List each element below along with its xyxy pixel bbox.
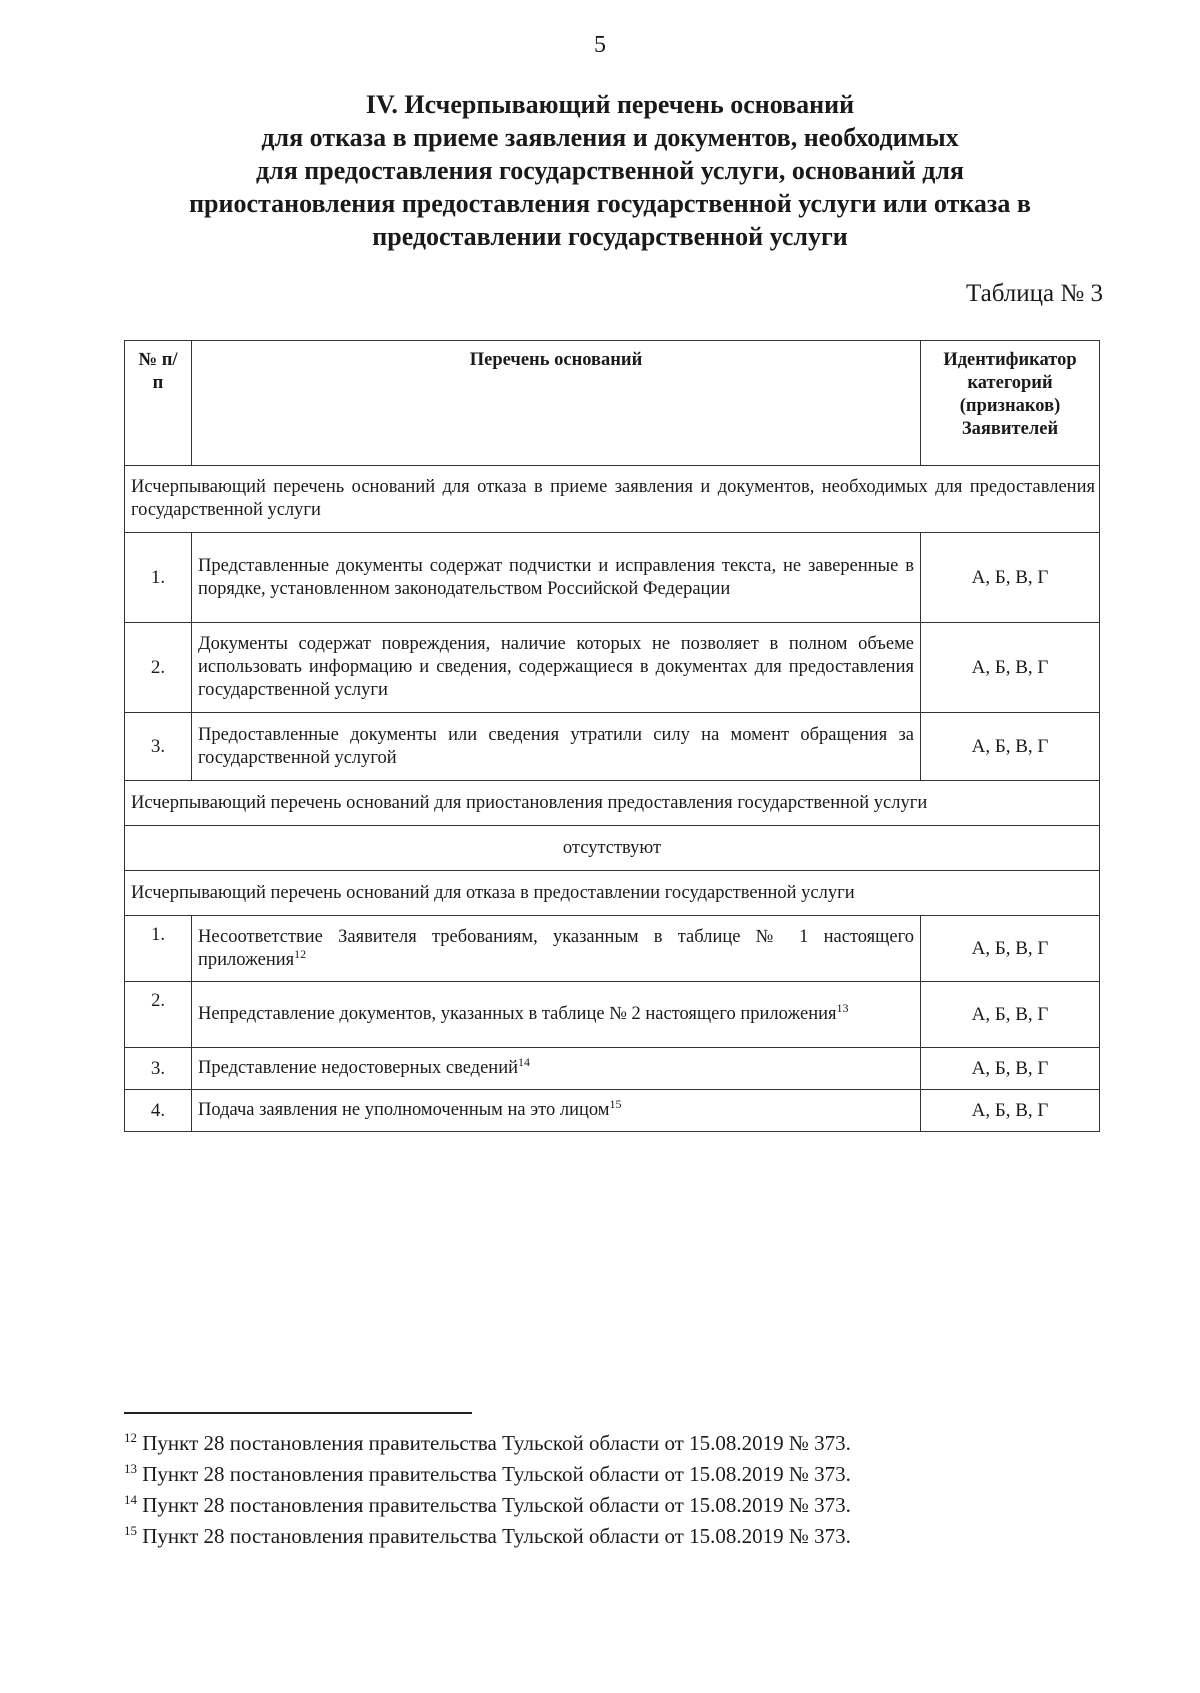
row-text xyxy=(192,1090,921,1132)
section-title-cell: Исчерпывающий перечень оснований для приостановления предоставления государственной услуги xyxy=(125,781,1100,826)
row-num: 2. xyxy=(125,982,192,1048)
row-identifier: А, Б, В, Г xyxy=(921,1090,1100,1132)
footnote-mark: 12 xyxy=(124,1430,137,1445)
footnote-ref: 13 xyxy=(836,1000,849,1015)
section-title-line: IV. Исчерпывающий перечень оснований xyxy=(365,90,855,119)
row-identifier: А, Б, В, Г xyxy=(921,623,1100,713)
header-reasons: Перечень оснований xyxy=(192,341,921,466)
section-title-line: для предоставления государственной услуги, оснований для xyxy=(255,156,965,185)
table-row xyxy=(125,916,1100,982)
footnote xyxy=(124,1521,851,1552)
section-title-line: предоставлении государственной услуги xyxy=(372,222,848,251)
section-row xyxy=(125,466,1100,533)
footnote xyxy=(124,1490,851,1521)
row-identifier: А, Б, В, Г xyxy=(921,1048,1100,1090)
row-text xyxy=(192,982,921,1048)
footnote-text: Пункт 28 постановления правительства Тульской области от 15.08.2019 № 373. xyxy=(142,1462,851,1486)
row-text-body: Непредставление документов, указанных в таблице № 2 настоящего приложения xyxy=(198,1004,837,1024)
row-identifier: А, Б, В, Г xyxy=(921,916,1100,982)
row-text-body: Несоответствие Заявителя требованиям, указанным в таблице № 1 настоящего приложения xyxy=(198,926,914,970)
section-note-row xyxy=(125,826,1100,871)
row-identifier: А, Б, В, Г xyxy=(921,713,1100,781)
footnote-ref: 12 xyxy=(294,946,307,961)
table-row xyxy=(125,533,1100,623)
footnote-text: Пункт 28 постановления правительства Тульской области от 15.08.2019 № 373. xyxy=(142,1493,851,1517)
row-num: 1. xyxy=(125,533,192,623)
section-row xyxy=(125,781,1100,826)
section-note-cell: отсутствуют xyxy=(125,826,1100,871)
section-title-line: приостановления предоставления государственной услуги или отказа в xyxy=(189,189,1031,218)
grounds-table xyxy=(124,340,1100,1132)
section-title-cell: Исчерпывающий перечень оснований для отказа в приеме заявления и документов, необходимых для предоставления государственной услуги xyxy=(125,466,1100,533)
section-title-cell: Исчерпывающий перечень оснований для отказа в предоставлении государственной услуги xyxy=(125,871,1100,916)
table-row xyxy=(125,1048,1100,1090)
footnote-text: Пункт 28 постановления правительства Тульской области от 15.08.2019 № 373. xyxy=(142,1431,851,1455)
footnote-text: Пункт 28 постановления правительства Тульской области от 15.08.2019 № 373. xyxy=(142,1524,851,1548)
footnote xyxy=(124,1459,851,1490)
section-row xyxy=(125,871,1100,916)
table-row xyxy=(125,713,1100,781)
row-identifier: А, Б, В, Г xyxy=(921,982,1100,1048)
row-text xyxy=(192,916,921,982)
footnote-mark: 14 xyxy=(124,1492,137,1507)
table-row xyxy=(125,623,1100,713)
row-num: 2. xyxy=(125,623,192,713)
row-text: Предоставленные документы или сведения утратили силу на момент обращения за государственной услугой xyxy=(192,713,921,781)
header-identifier xyxy=(921,341,1100,466)
header-identifier-label: Идентификатор категорий (признаков) Заявителей xyxy=(943,350,1077,439)
footnote-ref: 15 xyxy=(609,1096,622,1111)
row-identifier: А, Б, В, Г xyxy=(921,533,1100,623)
table-header-row xyxy=(125,341,1100,466)
section-title xyxy=(120,88,1100,253)
footnote-divider xyxy=(124,1412,472,1414)
section-title-line: для отказа в приеме заявления и документов, необходимых xyxy=(261,123,959,152)
row-num: 3. xyxy=(125,713,192,781)
row-text: Представленные документы содержат подчистки и исправления текста, не заверенные в порядке, установленном законодательством Российской Федерации xyxy=(192,533,921,623)
footnote-mark: 15 xyxy=(124,1523,137,1538)
row-num: 3. xyxy=(125,1048,192,1090)
footnotes xyxy=(124,1428,851,1552)
row-num: 4. xyxy=(125,1090,192,1132)
row-num: 1. xyxy=(125,916,192,982)
row-text-body: Подача заявления не уполномоченным на это лицом xyxy=(198,1100,610,1120)
table-row xyxy=(125,1090,1100,1132)
table-row xyxy=(125,982,1100,1048)
header-num-label: № п/п xyxy=(138,350,178,393)
table-label: Таблица № 3 xyxy=(965,280,1103,307)
page-number: 5 xyxy=(594,32,606,58)
footnote-ref: 14 xyxy=(518,1054,531,1069)
footnote-mark: 13 xyxy=(124,1461,137,1476)
footnote xyxy=(124,1428,851,1459)
row-text-body: Представление недостоверных сведений xyxy=(198,1058,519,1078)
header-num xyxy=(125,341,192,466)
row-text xyxy=(192,1048,921,1090)
row-text: Документы содержат повреждения, наличие которых не позволяет в полном объеме использовать информацию и сведения, содержащиеся в документах для предоставления государственной услуги xyxy=(192,623,921,713)
